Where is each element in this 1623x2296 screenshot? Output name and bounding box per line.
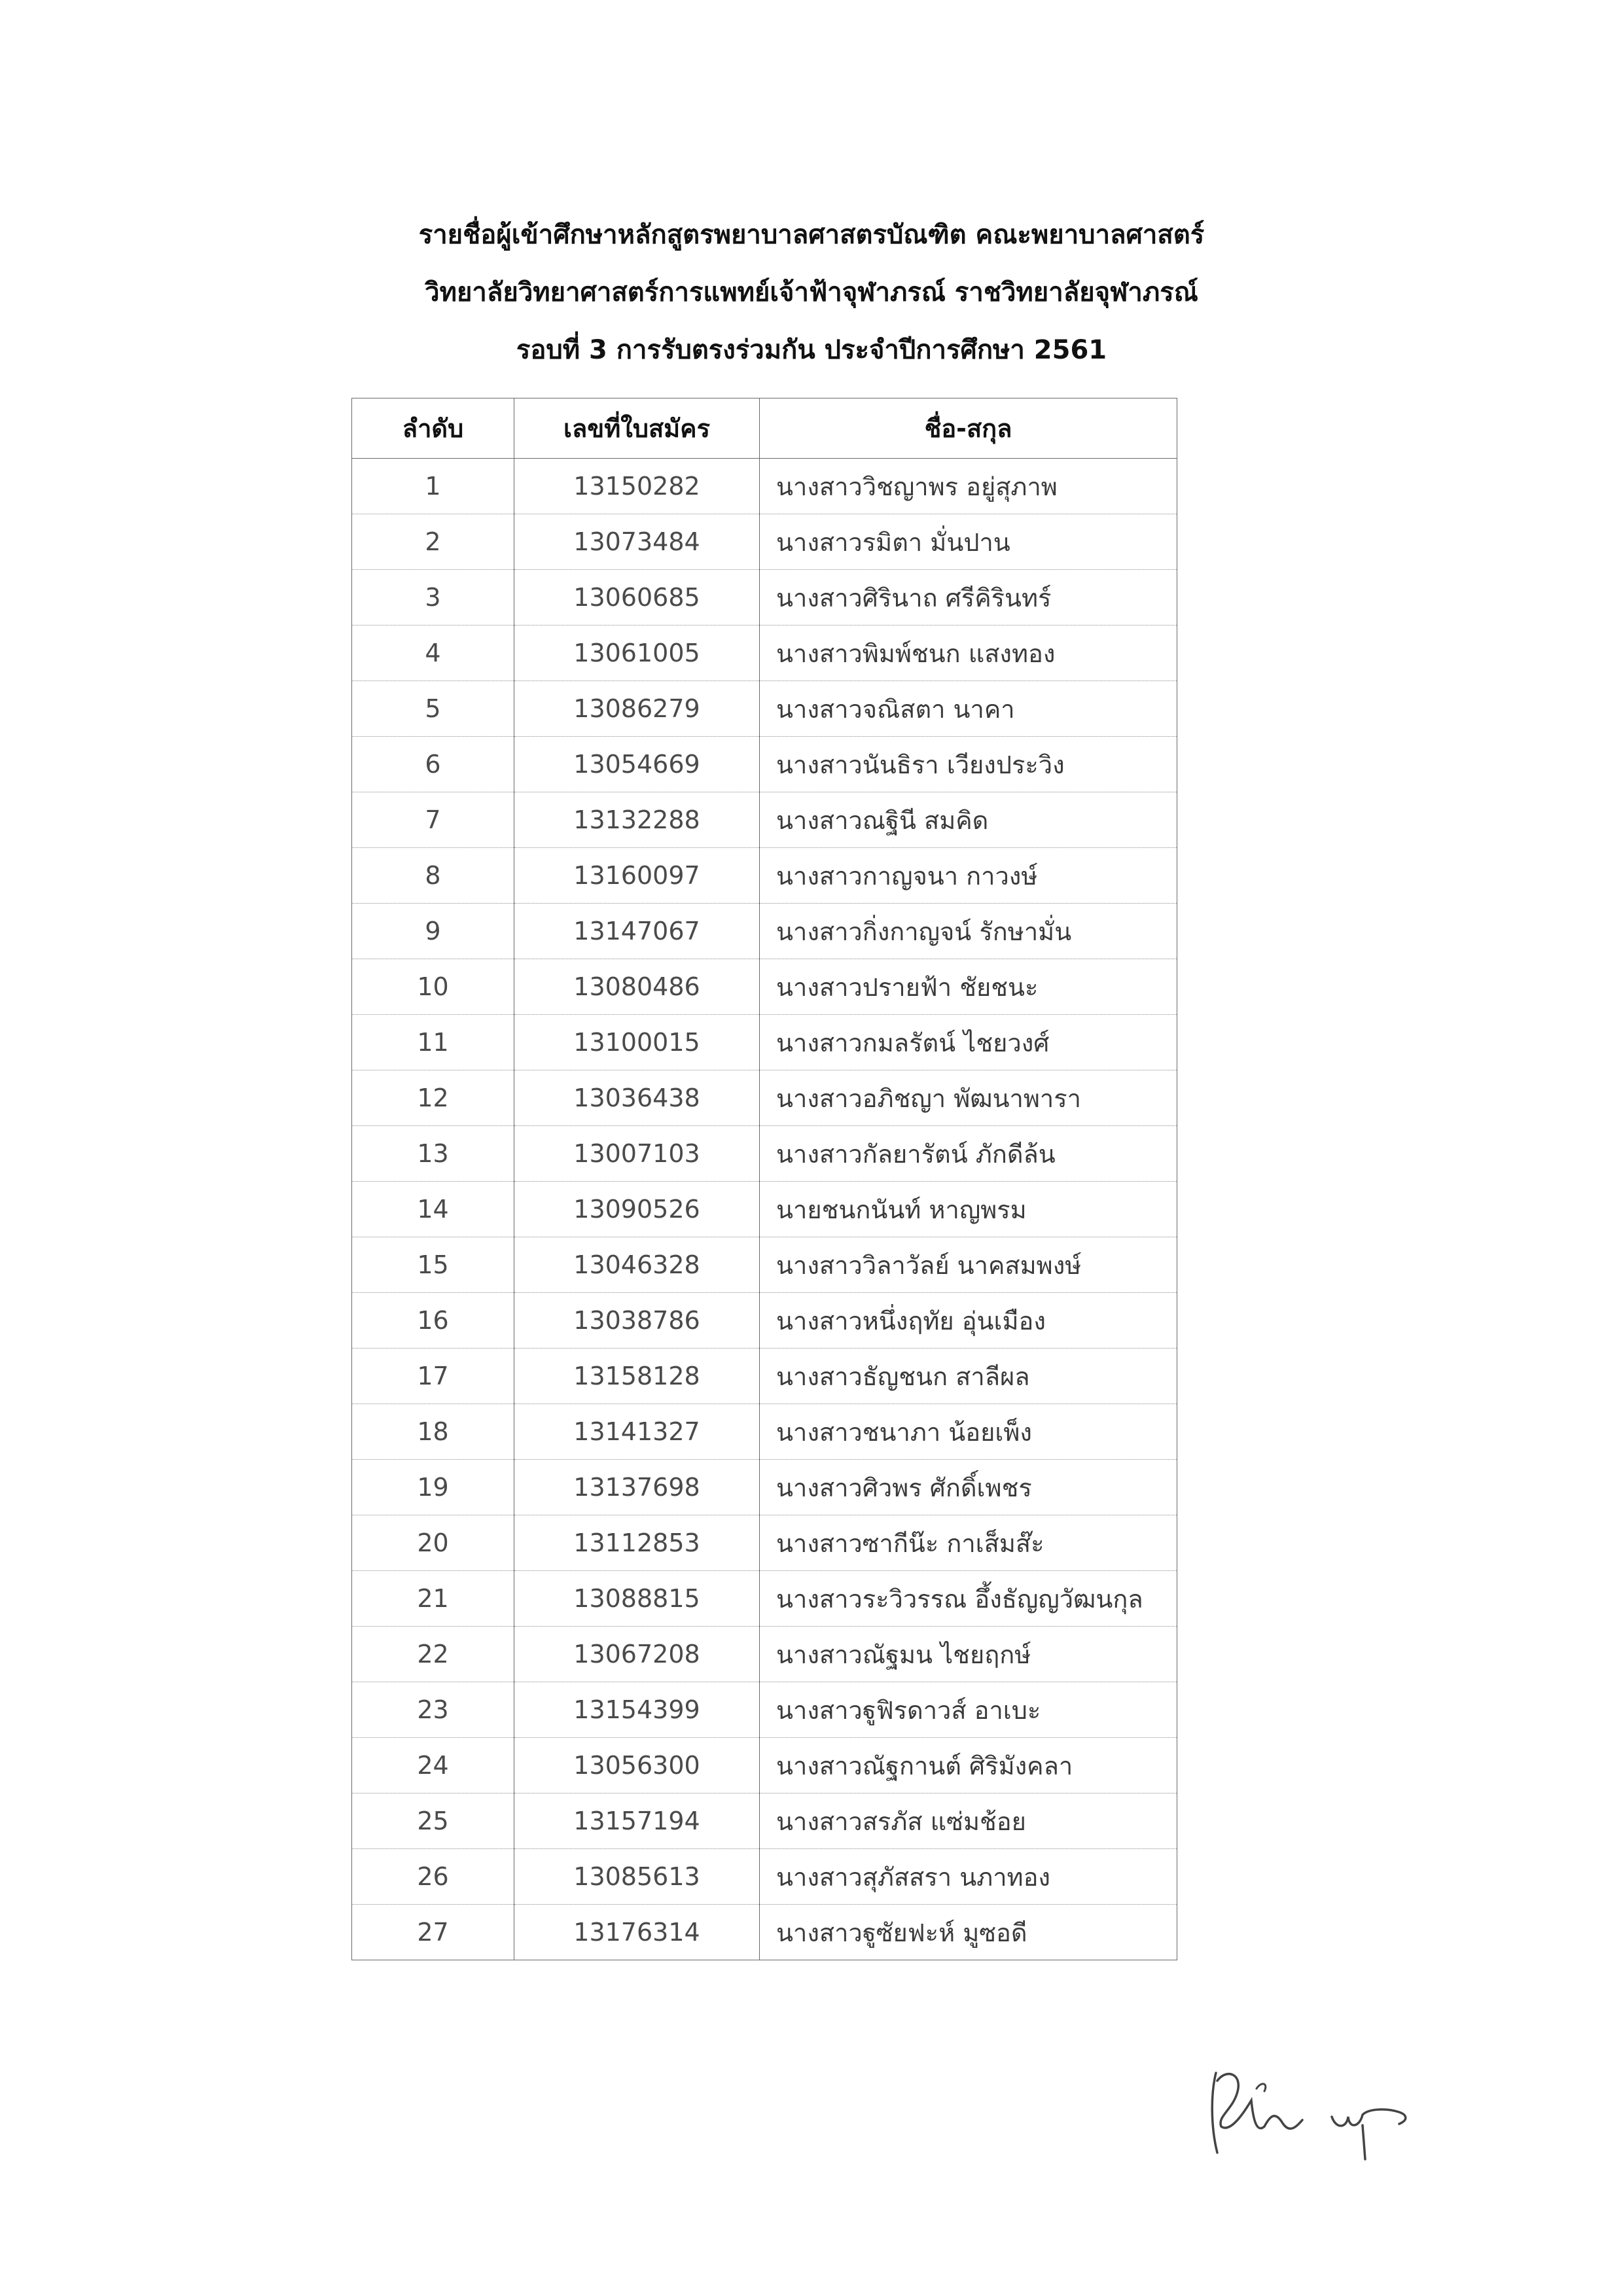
application-number-cell: 13067208 — [514, 1627, 760, 1682]
application-number-cell: 13080486 — [514, 959, 760, 1015]
table-row — [352, 1404, 1177, 1460]
student-list-table — [351, 398, 1177, 1960]
order-cell: 27 — [352, 1905, 514, 1960]
table-row — [352, 737, 1177, 792]
title-line-2: วิทยาลัยวิทยาศาสตร์การแพทย์เจ้าฟ้าจุฬาภรณ์ ราชวิทยาลัยจุฬาภรณ์ — [425, 277, 1198, 308]
table-row — [352, 1349, 1177, 1404]
order-cell: 22 — [352, 1627, 514, 1682]
title-line-1: รายชื่อผู้เข้าศึกษาหลักสูตรพยาบาลศาสตรบัณฑิต คณะพยาบาลศาสตร์ — [418, 220, 1205, 250]
column-header-full-name: ชื่อ-สกุล — [760, 398, 1177, 459]
application-number-cell: 13056300 — [514, 1738, 760, 1793]
application-number-cell: 13088815 — [514, 1571, 760, 1627]
table-row — [352, 848, 1177, 904]
column-header-application-number: เลขที่ใบสมัคร — [514, 398, 760, 459]
full-name-cell: นางสาวอภิชญา พัฒนาพารา — [760, 1070, 1177, 1126]
application-number-cell: 13085613 — [514, 1849, 760, 1905]
full-name-cell: นางสาวสรภัส แซ่มช้อย — [760, 1793, 1177, 1849]
application-number-cell: 13046328 — [514, 1237, 760, 1293]
full-name-cell: นางสาวปรายฟ้า ชัยชนะ — [760, 959, 1177, 1015]
application-number-cell: 13154399 — [514, 1682, 760, 1738]
application-number-cell: 13112853 — [514, 1515, 760, 1571]
table-row — [352, 570, 1177, 626]
table-row — [352, 1293, 1177, 1349]
order-cell: 2 — [352, 514, 514, 570]
table-row — [352, 1515, 1177, 1571]
order-cell: 10 — [352, 959, 514, 1015]
full-name-cell: นายชนกนันท์ หาญพรม — [760, 1182, 1177, 1237]
order-cell: 23 — [352, 1682, 514, 1738]
full-name-cell: นางสาวจณิสตา นาคา — [760, 681, 1177, 737]
table-header-row — [352, 398, 1177, 459]
application-number-cell: 13141327 — [514, 1404, 760, 1460]
table-row — [352, 1015, 1177, 1070]
signature — [1191, 2055, 1427, 2172]
order-cell: 9 — [352, 904, 514, 959]
full-name-cell: นางสาวชนาภา น้อยเพ็ง — [760, 1404, 1177, 1460]
column-header-order: ลำดับ — [352, 398, 514, 459]
order-cell: 26 — [352, 1849, 514, 1905]
application-number-cell: 13086279 — [514, 681, 760, 737]
order-cell: 3 — [352, 570, 514, 626]
table-row — [352, 459, 1177, 514]
table-row — [352, 959, 1177, 1015]
order-cell: 14 — [352, 1182, 514, 1237]
full-name-cell: นางสาวฐูซัยฟะห์ มูซอดี — [760, 1905, 1177, 1960]
application-number-cell: 13150282 — [514, 459, 760, 514]
order-cell: 5 — [352, 681, 514, 737]
full-name-cell: นางสาวระวิวรรณ อึ้งธัญญวัฒนกุล — [760, 1571, 1177, 1627]
order-cell: 8 — [352, 848, 514, 904]
application-number-cell: 13160097 — [514, 848, 760, 904]
order-cell: 19 — [352, 1460, 514, 1515]
order-cell: 12 — [352, 1070, 514, 1126]
table-row — [352, 904, 1177, 959]
table-row — [352, 1571, 1177, 1627]
order-cell: 1 — [352, 459, 514, 514]
application-number-cell: 13100015 — [514, 1015, 760, 1070]
full-name-cell: นางสาวณัฐกานต์ ศิริมังคลา — [760, 1738, 1177, 1793]
full-name-cell: นางสาวพิมพ์ชนก แสงทอง — [760, 626, 1177, 681]
full-name-cell: นางสาวกาญจนา กาวงษ์ — [760, 848, 1177, 904]
full-name-cell: นางสาวกิ่งกาญจน์ รักษามั่น — [760, 904, 1177, 959]
application-number-cell: 13061005 — [514, 626, 760, 681]
order-cell: 13 — [352, 1126, 514, 1182]
application-number-cell: 13073484 — [514, 514, 760, 570]
order-cell: 7 — [352, 792, 514, 848]
full-name-cell: นางสาวฐูฟิรดาวส์ อาเบะ — [760, 1682, 1177, 1738]
order-cell: 15 — [352, 1237, 514, 1293]
application-number-cell: 13158128 — [514, 1349, 760, 1404]
application-number-cell: 13054669 — [514, 737, 760, 792]
order-cell: 6 — [352, 737, 514, 792]
application-number-cell: 13147067 — [514, 904, 760, 959]
table-row — [352, 626, 1177, 681]
order-cell: 18 — [352, 1404, 514, 1460]
table-row — [352, 1849, 1177, 1905]
order-cell: 11 — [352, 1015, 514, 1070]
full-name-cell: นางสาววิชญาพร อยู่สุภาพ — [760, 459, 1177, 514]
application-number-cell: 13137698 — [514, 1460, 760, 1515]
table-row — [352, 792, 1177, 848]
application-number-cell: 13007103 — [514, 1126, 760, 1182]
table-row — [352, 1237, 1177, 1293]
table-row — [352, 1126, 1177, 1182]
full-name-cell: นางสาววิลาวัลย์ นาคสมพงษ์ — [760, 1237, 1177, 1293]
full-name-cell: นางสาวศิรินาถ ศรีคิรินทร์ — [760, 570, 1177, 626]
table-row — [352, 1182, 1177, 1237]
full-name-cell: นางสาวหนึ่งฤทัย อุ่นเมือง — [760, 1293, 1177, 1349]
full-name-cell: นางสาวซากีน๊ะ กาเส็มส๊ะ — [760, 1515, 1177, 1571]
table-row — [352, 1070, 1177, 1126]
table-row — [352, 1793, 1177, 1849]
order-cell: 24 — [352, 1738, 514, 1793]
full-name-cell: นางสาวธัญชนก สาลีผล — [760, 1349, 1177, 1404]
table-row — [352, 1682, 1177, 1738]
application-number-cell: 13176314 — [514, 1905, 760, 1960]
full-name-cell: นางสาวนันธิรา เวียงประวิง — [760, 737, 1177, 792]
order-cell: 16 — [352, 1293, 514, 1349]
order-cell: 4 — [352, 626, 514, 681]
full-name-cell: นางสาวกมลรัตน์ ไชยวงศ์ — [760, 1015, 1177, 1070]
application-number-cell: 13038786 — [514, 1293, 760, 1349]
application-number-cell: 13090526 — [514, 1182, 760, 1237]
table-body — [352, 459, 1177, 1960]
full-name-cell: นางสาวรมิตา มั่นปาน — [760, 514, 1177, 570]
application-number-cell: 13157194 — [514, 1793, 760, 1849]
order-cell: 20 — [352, 1515, 514, 1571]
table-row — [352, 514, 1177, 570]
full-name-cell: นางสาวณัฐมน ไชยฤกษ์ — [760, 1627, 1177, 1682]
full-name-cell: นางสาวณฐินี สมคิด — [760, 792, 1177, 848]
full-name-cell: นางสาวศิวพร ศักดิ์เพชร — [760, 1460, 1177, 1515]
table-row — [352, 1460, 1177, 1515]
application-number-cell: 13036438 — [514, 1070, 760, 1126]
full-name-cell: นางสาวกัลยารัตน์ ภักดีล้น — [760, 1126, 1177, 1182]
application-number-cell: 13132288 — [514, 792, 760, 848]
document-header — [0, 206, 1623, 379]
table-row — [352, 681, 1177, 737]
order-cell: 17 — [352, 1349, 514, 1404]
order-cell: 25 — [352, 1793, 514, 1849]
table-row — [352, 1738, 1177, 1793]
order-cell: 21 — [352, 1571, 514, 1627]
title-line-3: รอบที่ 3 การรับตรงร่วมกัน ประจำปีการศึกษา 2561 — [516, 335, 1107, 365]
table-row — [352, 1627, 1177, 1682]
full-name-cell: นางสาวสุภัสสรา นภาทอง — [760, 1849, 1177, 1905]
table-row — [352, 1905, 1177, 1960]
application-number-cell: 13060685 — [514, 570, 760, 626]
